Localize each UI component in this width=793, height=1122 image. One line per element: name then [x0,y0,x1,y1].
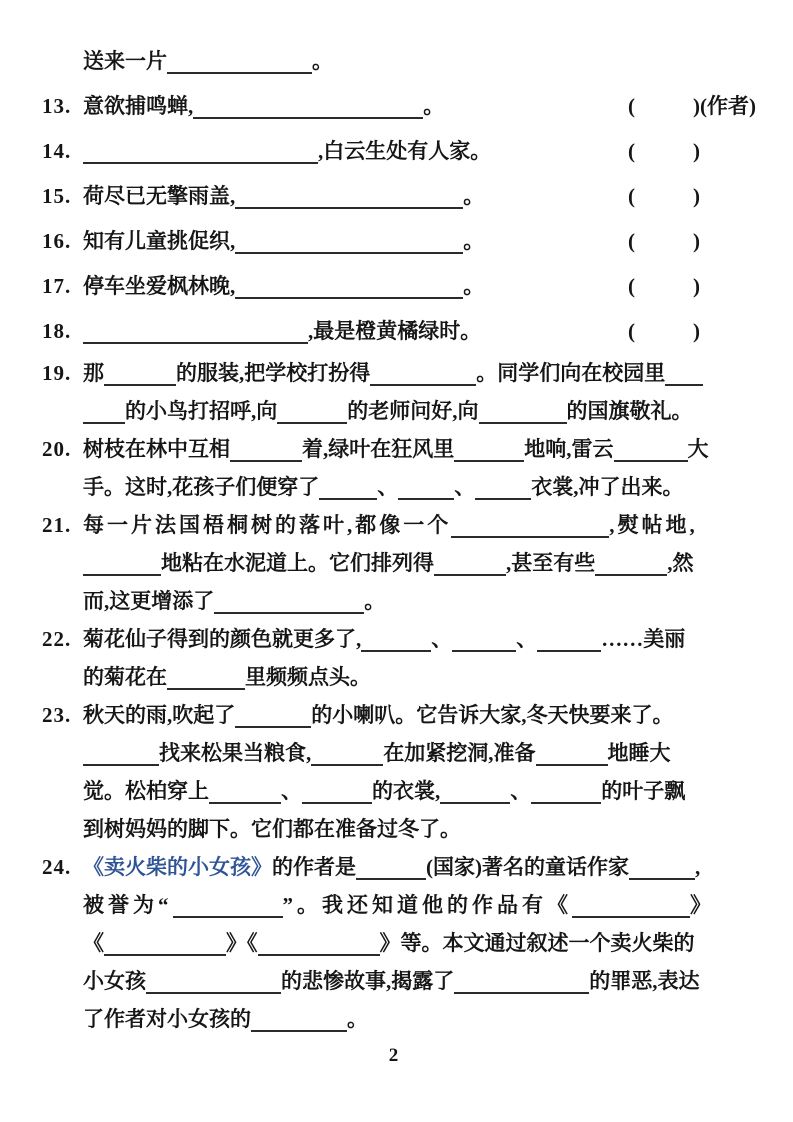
book-title: 《卖火柴的小女孩》 [83,855,272,879]
text-segment: ,甚至有些 [506,551,596,575]
text-segment: 地睡大 [607,741,671,765]
fill-in-blank [235,703,311,728]
fill-in-blank [475,475,531,500]
text-segment: 。 [364,589,386,613]
text-segment: 、 [516,627,538,651]
line-content [83,550,694,576]
answer-parentheses [628,228,700,254]
question-number: 22. [42,627,72,651]
text-segment: 的悲惨故事,揭露了 [281,969,455,993]
text-segment: 的作者是 [272,855,356,879]
q23-line1 [42,701,745,728]
q20-line1 [42,435,745,462]
text-segment: 的服装,把学校打扮得 [176,361,371,385]
line-content [83,48,333,74]
line-content [83,816,461,842]
fill-in-blank [146,969,281,994]
text-segment: 的老师问好,向 [347,399,479,423]
text-segment: 的小鸟打招呼,向 [125,399,278,423]
text-segment: 。 [423,94,445,118]
text-segment: 》 [690,893,715,917]
q15 [42,182,745,209]
paren-close: ) [693,94,700,118]
text-segment: 《 [83,931,104,955]
q16 [42,227,745,254]
fill-in-blank [209,779,281,804]
fill-in-blank [614,437,688,462]
fill-in-blank [235,229,463,254]
fill-in-blank [83,551,161,576]
text-segment: 。 [463,184,485,208]
q24-line5 [42,1005,745,1032]
text-segment: 而,这更增添了 [83,589,215,613]
fill-in-blank [434,551,506,576]
text-segment: 停车坐爱枫林晚, [83,274,236,298]
fill-in-blank [451,513,609,538]
text-segment: 地粘在水泥道上。它们排列得 [161,551,434,575]
line-content [83,228,484,254]
text-segment: 到树妈妈的脚下。它们都在准备过冬了。 [83,817,461,841]
line-content [83,626,685,652]
text-segment: 地响,雷云 [524,437,614,461]
question-number: 16. [42,229,72,253]
paren-open: ( [628,319,635,343]
q22-line1 [42,625,745,652]
paren-close: ) [693,319,700,343]
fill-in-blank [595,551,667,576]
q19-line2 [42,397,745,424]
fill-in-blank [258,931,380,956]
line-content [83,183,484,209]
answer-parentheses [628,93,756,119]
line-content [83,398,693,424]
question-number: 19. [42,361,72,385]
line-content [83,138,491,164]
q18 [42,317,745,344]
line-content [83,854,700,880]
text-segment: 荷尽已无擎雨盖, [83,184,236,208]
fill-in-blank [531,779,601,804]
text-segment: 。同学们向在校园里 [476,361,666,385]
fill-in-blank [173,893,283,918]
text-segment: 、 [431,627,453,651]
fill-in-blank [452,627,516,652]
text-segment: 手。这时,花孩子们便穿了 [83,475,320,499]
text-segment: 。 [463,274,485,298]
paren-open: ( [628,94,635,118]
author-label: (作者) [700,94,756,118]
question-number: 14. [42,139,72,163]
q23-line2 [42,739,745,766]
text-segment: , [695,855,701,879]
question-number: 18. [42,319,72,343]
text-segment: 。 [347,1007,368,1031]
fill-in-blank [440,779,510,804]
text-segment: 、 [281,779,302,803]
text-segment: 的国旗敬礼。 [566,399,693,423]
line-content [83,512,698,538]
fill-in-blank [235,184,463,209]
fill-in-blank [536,741,608,766]
text-segment: 的罪恶,表达 [589,969,700,993]
question-number: 23. [42,703,72,727]
text-segment: 大 [687,437,709,461]
paren-close: ) [693,184,700,208]
text-segment: 的小喇叭。它告诉大家,冬天快要来了。 [311,703,674,727]
q21-line1 [42,511,745,538]
q12-continuation [42,47,745,74]
question-number: 17. [42,274,72,298]
text-segment: 树枝在林中互相 [83,437,230,461]
text-segment: 的菊花在 [83,665,167,689]
text-segment: 送来一片 [83,49,167,73]
q24-line1 [42,853,745,880]
line-content [83,318,481,344]
fill-in-blank [83,139,318,164]
q14 [42,137,745,164]
fill-in-blank [235,274,463,299]
fill-in-blank [193,94,423,119]
text-segment: ……美丽 [601,627,686,651]
page-number: 2 [388,1045,399,1066]
q20-line2 [42,473,745,500]
line-content [83,702,674,728]
q17 [42,272,745,299]
answer-parentheses [628,183,700,209]
text-segment: 。 [312,49,333,73]
fill-in-blank [629,855,695,880]
text-segment: 、 [510,779,532,803]
text-segment: 、 [454,475,476,499]
line-content [83,588,385,614]
paren-close: ) [693,229,700,253]
line-content [83,778,685,804]
text-segment: 被誉为“ [83,893,173,917]
text-segment: ,然 [667,551,694,575]
fill-in-blank [479,399,567,424]
q24-line3 [42,929,745,956]
text-segment: 衣裳,冲了出来。 [531,475,684,499]
paren-open: ( [628,139,635,163]
fill-in-blank [167,49,312,74]
question-number: 15. [42,184,72,208]
answer-parentheses [628,138,700,164]
q24-line2 [42,891,745,918]
text-segment: 了作者对小女孩的 [83,1007,251,1031]
question-number: 20. [42,437,72,461]
q21-line2 [42,549,745,576]
q19-line1 [42,359,745,386]
q21-line3 [42,587,745,614]
text-segment: 意欲捕鸣蝉, [83,94,194,118]
line-content [83,474,684,500]
q24-line4 [42,967,745,994]
line-content [83,273,484,299]
q13 [42,92,756,119]
paren-open: ( [628,229,635,253]
fill-in-blank [665,361,703,386]
line-content [83,664,371,690]
answer-parentheses [628,318,700,344]
line-content [83,436,709,462]
text-segment: 知有儿童挑促织, [83,229,236,253]
q23-line3 [42,777,745,804]
fill-in-blank [277,399,347,424]
paren-open: ( [628,184,635,208]
fill-in-blank [361,627,431,652]
text-segment: ,熨帖地, [609,513,698,537]
line-content [83,1006,368,1032]
text-segment: 找来松果当粮食, [159,741,312,765]
q23-line4 [42,815,745,842]
fill-in-blank [83,399,125,424]
text-segment: 着,绿叶在狂风里 [302,437,455,461]
text-segment: 秋天的雨,吹起了 [83,703,236,727]
text-segment: 小女孩 [83,969,146,993]
fill-in-blank [104,931,226,956]
text-segment: 》等。本文通过叙述一个卖火柴的 [379,931,695,955]
text-segment: 里频频点头。 [245,665,371,689]
fill-in-blank [454,969,589,994]
line-content [83,892,715,918]
text-segment: 、 [377,475,399,499]
fill-in-blank [230,437,302,462]
line-content [83,740,671,766]
fill-in-blank [319,475,377,500]
fill-in-blank [356,855,426,880]
fill-in-blank [214,589,364,614]
text-segment: 。 [463,229,485,253]
text-segment: 菊花仙子得到的颜色就更多了, [83,627,362,651]
line-content [83,968,700,994]
paren-open: ( [628,274,635,298]
question-number: 21. [42,513,72,537]
text-segment: 的叶子飘 [601,779,686,803]
text-segment: 在加紧挖洞,准备 [383,741,536,765]
fill-in-blank [302,779,372,804]
text-segment: ,白云生处有人家。 [318,139,492,163]
worksheet-body [42,47,756,1032]
text-segment: ”。我还知道他的作品有《 [282,893,572,917]
paren-close: ) [693,139,700,163]
answer-parentheses [628,273,700,299]
paren-close: ) [693,274,700,298]
text-segment: 的衣裳, [372,779,441,803]
text-segment: ,最是橙黄橘绿时。 [308,319,482,343]
question-number: 13. [42,94,72,118]
fill-in-blank [251,1007,347,1032]
q22-line2 [42,663,745,690]
text-segment: 》《 [226,931,258,955]
fill-in-blank [370,361,476,386]
line-content [83,930,695,956]
fill-in-blank [83,741,159,766]
line-content [83,360,703,386]
fill-in-blank [311,741,383,766]
fill-in-blank [83,319,308,344]
fill-in-blank [572,893,690,918]
fill-in-blank [454,437,524,462]
fill-in-blank [167,665,245,690]
text-segment: 觉。松柏穿上 [83,779,209,803]
text-segment: 每一片法国梧桐树的落叶,都像一个 [83,513,452,537]
fill-in-blank [398,475,454,500]
text-segment: 那 [83,361,104,385]
question-number: 24. [42,855,72,879]
text-segment: (国家)著名的童话作家 [426,855,629,879]
line-content [83,93,444,119]
fill-in-blank [104,361,176,386]
fill-in-blank [537,627,601,652]
